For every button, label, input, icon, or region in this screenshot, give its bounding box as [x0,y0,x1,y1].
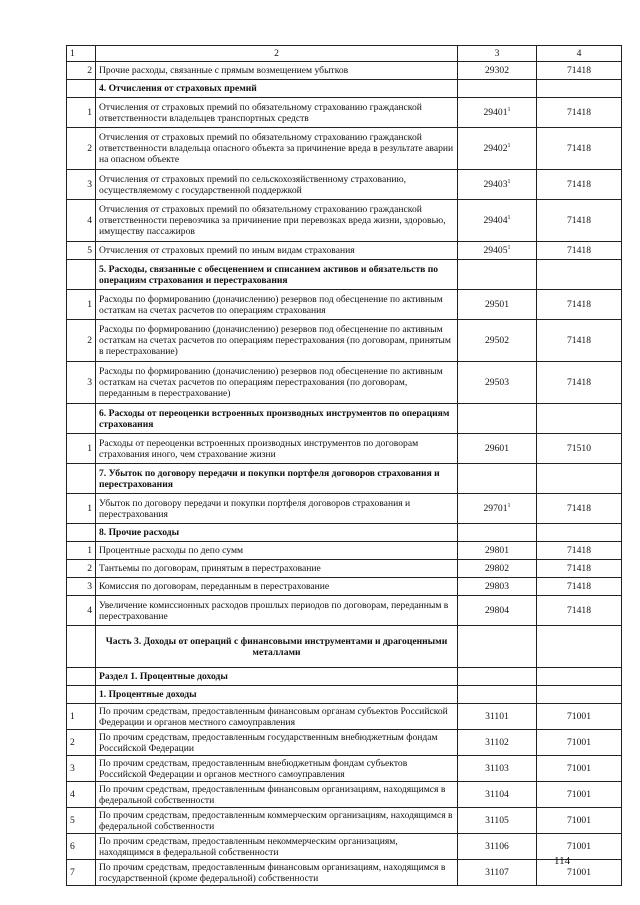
row-description: Расходы по формированию (доначислению) резервов под обесценение по активным остаткам на счетах расчетов по операциям страхования [96,290,458,320]
row-description: Комиссия по договорам, переданным в перестрахование [96,578,458,596]
row-number [67,626,96,668]
symbol-code [537,626,622,668]
symbol-code: 71001 [537,756,622,782]
row-number [67,404,96,434]
account-code-value: 31102 [485,737,509,748]
account-code-value: 31101 [485,711,509,722]
symbol-code: 71001 [537,834,622,860]
row-number: 1 [67,434,96,464]
section-heading-row [67,404,622,434]
account-code [458,464,537,494]
footnote-marker: 1 [507,142,511,149]
section-title: 8. Прочие расходы [96,524,458,542]
section-heading-row [67,260,622,290]
symbol-code: 71418 [537,362,622,404]
account-code [458,782,537,808]
row-number: 1 [67,98,96,128]
footnote-marker: 1 [507,214,511,221]
classification-table [66,45,622,886]
row-number: 3 [67,756,96,782]
row-number: 3 [67,578,96,596]
row-number: 1 [67,290,96,320]
table-row [67,362,622,404]
account-code [458,80,537,98]
account-code [458,98,537,128]
table-row [67,290,622,320]
row-number: 5 [67,808,96,834]
account-code [458,494,537,524]
account-code-value: 29403 [483,179,508,190]
symbol-code: 71418 [537,578,622,596]
row-number [67,260,96,290]
symbol-code: 71418 [537,596,622,626]
row-number: 3 [67,362,96,404]
account-code [458,686,537,704]
account-code [458,434,537,464]
symbol-code [537,464,622,494]
header-cell-3: 3 [458,46,537,62]
row-number: 7 [67,860,96,886]
account-code [458,668,537,686]
row-description: По прочим средствам, предоставленным финансовым организациям, находящимся в федеральной собственности [96,782,458,808]
account-code [458,170,537,200]
table-row [67,808,622,834]
symbol-code [537,686,622,704]
account-code [458,860,537,886]
row-number: 2 [67,320,96,362]
symbol-code [537,668,622,686]
row-number: 1 [67,494,96,524]
account-code-value: 31107 [485,867,509,878]
row-number: 4 [67,200,96,242]
row-description: Убыток по договору передачи и покупки портфеля договоров страхования и перестрахования [96,494,458,524]
footnote-marker: 1 [507,106,511,113]
table-row [67,494,622,524]
row-description: Отчисления от страховых премий по обязательному страхованию гражданской ответственности владельцев транспортных средств [96,98,458,128]
footnote-marker: 1 [507,244,511,251]
part-title: Часть 3. Доходы от операций с финансовыми инструментами и драгоценными металлами [96,626,458,668]
symbol-code: 71418 [537,242,622,260]
symbol-code: 71418 [537,200,622,242]
page-number: 114 [554,855,571,867]
account-code [458,626,537,668]
table-row [67,730,622,756]
account-code [458,320,537,362]
account-code-value: 29401 [483,107,508,118]
section-title: 5. Расходы, связанные с обесценением и списанием активов и обязательств по операциям страхования и перестрахования [96,260,458,290]
section-title: 4. Отчисления от страховых премий [96,80,458,98]
table-row [67,560,622,578]
table-row [67,578,622,596]
account-code [458,834,537,860]
row-number: 4 [67,782,96,808]
section-title: 1. Процентные доходы [96,686,458,704]
symbol-code [537,404,622,434]
row-description: Отчисления от страховых премий по обязательному страхованию гражданской ответственности перевозчика за причинение при перевозках вреда жизни, здоровью, имуществу пассажиров [96,200,458,242]
table-row [67,200,622,242]
row-number [67,686,96,704]
account-code [458,260,537,290]
table-row [67,704,622,730]
symbol-code: 71418 [537,170,622,200]
symbol-code [537,80,622,98]
account-code-value: 29302 [485,65,509,76]
table-row [67,834,622,860]
table-row [67,434,622,464]
row-description: Тантьемы по договорам, принятым в перестрахование [96,560,458,578]
row-number [67,668,96,686]
symbol-code: 71418 [537,128,622,170]
table-row [67,242,622,260]
table-row [67,62,622,80]
account-code-value: 31105 [485,815,509,826]
account-code-value: 29404 [483,215,508,226]
row-number: 6 [67,834,96,860]
symbol-code: 71001 [537,730,622,756]
account-code [458,578,537,596]
symbol-code: 71418 [537,542,622,560]
account-code [458,704,537,730]
row-number [67,80,96,98]
footnote-marker: 1 [507,502,511,509]
row-number: 4 [67,596,96,626]
section-heading-row [67,626,622,668]
account-code [458,596,537,626]
row-description: Отчисления от страховых премий по сельскохозяйственному страхованию, осуществляемому с государственной поддержкой [96,170,458,200]
row-number [67,524,96,542]
symbol-code: 71001 [537,808,622,834]
table-row [67,320,622,362]
row-number: 5 [67,242,96,260]
section-title: 7. Убыток по договору передачи и покупки портфеля договоров страхования и перестрахования [96,464,458,494]
row-number: 2 [67,730,96,756]
account-code-value: 29804 [485,605,509,616]
symbol-code [537,524,622,542]
table-body [67,46,622,886]
row-description: Отчисления от страховых премий по иным видам страхования [96,242,458,260]
row-description: По прочим средствам, предоставленным государственным внебюджетным фондам Российской Федерации [96,730,458,756]
account-code-value: 29802 [485,563,509,574]
row-number: 2 [67,62,96,80]
account-code [458,362,537,404]
row-description: По прочим средствам, предоставленным финансовым организациям, находящимся в государственной (кроме федеральной) собственности [96,860,458,886]
header-cell-4: 4 [537,46,622,62]
account-code [458,730,537,756]
section-heading-row [67,686,622,704]
table-row [67,542,622,560]
row-description: Расходы по формированию (доначислению) резервов под обесценение по активным остаткам на счетах расчетов по операциям перестрахования (по договорам, принятым в перестрахование) [96,320,458,362]
account-code-value: 29701 [483,503,508,514]
row-number: 3 [67,170,96,200]
symbol-code: 71510 [537,434,622,464]
row-description: По прочим средствам, предоставленным внебюджетным фондам субъектов Российской Федерации и органов местного самоуправления [96,756,458,782]
footnote-marker: 1 [507,178,511,185]
section-heading-row [67,524,622,542]
row-description: По прочим средствам, предоставленным финансовым органам субъектов Российской Федерации и органов местного самоуправления [96,704,458,730]
account-code [458,200,537,242]
header-row [67,46,622,62]
account-code-value: 31106 [485,841,509,852]
account-code-value: 31103 [485,763,509,774]
table-row [67,756,622,782]
table-row [67,98,622,128]
table-row [67,860,622,886]
section-heading-row [67,80,622,98]
header-cell-1: 1 [67,46,96,62]
row-number: 1 [67,542,96,560]
section-heading-row [67,668,622,686]
symbol-code: 71001 [537,704,622,730]
row-description: Увеличение комиссионных расходов прошлых периодов по договорам, переданным в перестрахование [96,596,458,626]
symbol-code: 71418 [537,62,622,80]
account-code-value: 29501 [485,299,509,310]
row-description: Расходы по формированию (доначислению) резервов под обесценение по активным остаткам на счетах расчетов по операциям перестрахования (по договорам, переданным в перестрахование) [96,362,458,404]
table-row [67,128,622,170]
row-description: По прочим средствам, предоставленным коммерческим организациям, находящимся в федеральной собственности [96,808,458,834]
row-number [67,464,96,494]
row-number: 1 [67,704,96,730]
account-code [458,524,537,542]
symbol-code: 71418 [537,290,622,320]
account-code [458,128,537,170]
table-row [67,170,622,200]
account-code [458,542,537,560]
row-description: Процентные расходы по депо сумм [96,542,458,560]
section-title: 6. Расходы от переоценки встроенных производных инструментов по операциям страхования [96,404,458,434]
account-code [458,808,537,834]
account-code-value: 29803 [485,581,509,592]
account-code [458,62,537,80]
account-code [458,290,537,320]
account-code-value: 29801 [485,545,509,556]
account-code-value: 31104 [485,789,509,800]
account-code [458,560,537,578]
row-description: Расходы от переоценки встроенных производных инструментов по договорам страхования иного, чем страхование жизни [96,434,458,464]
section-title: Раздел 1. Процентные доходы [96,668,458,686]
symbol-code [537,260,622,290]
header-cell-2: 2 [96,46,458,62]
symbol-code: 71001 [537,860,622,886]
symbol-code: 71418 [537,560,622,578]
symbol-code: 71418 [537,494,622,524]
account-code [458,242,537,260]
row-description: Отчисления от страховых премий по обязательному страхованию гражданской ответственности владельца опасного объекта за причинение вреда в результате аварии на опасном объекте [96,128,458,170]
account-code-value: 29402 [483,143,508,154]
account-code [458,404,537,434]
account-code-value: 29405 [483,245,508,256]
row-number: 2 [67,128,96,170]
row-description: По прочим средствам, предоставленным некоммерческим организациям, находящимся в федеральной собственности [96,834,458,860]
account-code [458,756,537,782]
symbol-code: 71418 [537,320,622,362]
section-heading-row [67,464,622,494]
table-row [67,782,622,808]
account-code-value: 29601 [485,443,509,454]
table-row [67,596,622,626]
symbol-code: 71418 [537,98,622,128]
account-code-value: 29502 [485,335,509,346]
account-code-value: 29503 [485,377,509,388]
row-number: 2 [67,560,96,578]
symbol-code: 71001 [537,782,622,808]
row-description: Прочие расходы, связанные с прямым возмещением убытков [96,62,458,80]
